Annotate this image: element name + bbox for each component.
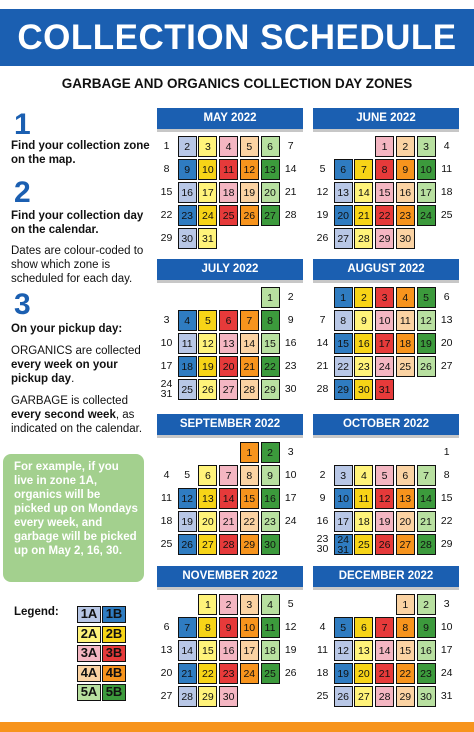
calendar-day: 3 xyxy=(240,594,259,615)
calendar-day: 9 xyxy=(261,465,280,486)
calendar-day: 6 xyxy=(443,291,450,303)
calendar-day: 15 xyxy=(198,640,217,661)
calendar-day: 10 xyxy=(334,488,353,509)
calendar-day: 16 xyxy=(261,488,280,509)
calendar-day: 28 xyxy=(354,228,373,249)
calendar-day: 11 xyxy=(396,310,415,331)
month-header: SEPTEMBER 2022 xyxy=(157,414,303,435)
calendar-day: 25 xyxy=(219,205,238,226)
month-calendar xyxy=(157,566,303,709)
calendar-day: 27 xyxy=(160,690,173,702)
calendar-day: 3 xyxy=(163,314,170,326)
month-header: DECEMBER 2022 xyxy=(313,566,459,587)
calendar-day: 9 xyxy=(178,159,197,180)
legend-swatch-4b: 4B xyxy=(102,665,126,682)
calendar-day: 18 xyxy=(354,511,373,532)
calendar-day: 7 xyxy=(287,140,294,152)
calendar-day: 21 xyxy=(284,186,297,198)
calendar-day: 4 xyxy=(443,140,450,152)
month-grid xyxy=(157,283,303,402)
calendar-day: 29 xyxy=(440,538,453,550)
calendar-day: 23 xyxy=(261,511,280,532)
calendar-day: 14 xyxy=(316,337,329,349)
legend-swatch-2b: 2B xyxy=(102,626,126,643)
calendar-day: 4 xyxy=(219,136,238,157)
month-header: JULY 2022 xyxy=(157,259,303,280)
calendar-day: 20 xyxy=(219,356,238,377)
calendar-day: 25 xyxy=(261,663,280,684)
calendar-day: 12 xyxy=(417,310,436,331)
calendar-day: 28 xyxy=(219,534,238,555)
calendar-day: 22 xyxy=(261,356,280,377)
calendar-day: 1 xyxy=(443,446,450,458)
calendar-day: 2 xyxy=(319,469,326,481)
calendar-day: 12 xyxy=(240,159,259,180)
calendar-day: 12 xyxy=(375,488,394,509)
calendar-day: 30 xyxy=(354,379,373,400)
legend-swatch-3a: 3A xyxy=(77,645,101,662)
calendar-day: 14 xyxy=(219,488,238,509)
calendar-day: 4 xyxy=(163,469,170,481)
legend-swatch-1a: 1A xyxy=(77,606,101,623)
calendar-day: 5 xyxy=(198,310,217,331)
calendar-day: 21 xyxy=(219,511,238,532)
month-grid xyxy=(313,590,459,709)
calendar-day: 14 xyxy=(284,163,297,175)
calendar-day: 25 xyxy=(316,690,329,702)
calendar-day: 5 xyxy=(287,598,294,610)
page-title: COLLECTION SCHEDULE xyxy=(0,9,474,66)
calendar-day: 15 xyxy=(334,333,353,354)
calendar-day: 3 xyxy=(443,598,450,610)
calendar-day: 16 xyxy=(417,640,436,661)
month-header: AUGUST 2022 xyxy=(313,259,459,280)
calendar-day: 8 xyxy=(240,465,259,486)
calendar-day: 9 xyxy=(354,310,373,331)
calendar-day: 13 xyxy=(198,488,217,509)
calendar-day: 7 xyxy=(354,159,373,180)
month-grid xyxy=(157,438,303,557)
calendar-day: 12 xyxy=(334,640,353,661)
calendar-day: 19 xyxy=(334,663,353,684)
calendar-day: 26 xyxy=(375,534,394,555)
calendar-day: 3 xyxy=(375,287,394,308)
calendar-day: 12 xyxy=(198,333,217,354)
calendar-day: 24 xyxy=(417,205,436,226)
calendar-day: 30 xyxy=(219,686,238,707)
calendar-day: 17 xyxy=(334,511,353,532)
calendar-day: 6 xyxy=(354,617,373,638)
calendar-day: 30 xyxy=(417,686,436,707)
calendar-day: 14 xyxy=(178,640,197,661)
month-calendar xyxy=(313,108,459,251)
top-band xyxy=(0,0,474,9)
calendar-day: 22 xyxy=(375,205,394,226)
calendar-day: 4 xyxy=(178,310,197,331)
calendar-day: 13 xyxy=(334,182,353,203)
calendar-day: 2 xyxy=(396,136,415,157)
calendar-day: 6 xyxy=(261,136,280,157)
calendar-day: 11 xyxy=(178,333,197,354)
calendar-day: 17 xyxy=(240,640,259,661)
calendar-day: 20 xyxy=(440,337,453,349)
calendar-day: 29 xyxy=(240,534,259,555)
calendar-day: 18 xyxy=(160,515,173,527)
calendar-day: 16 xyxy=(219,640,238,661)
calendar-day: 15 xyxy=(240,488,259,509)
calendar-day: 19 xyxy=(375,511,394,532)
page-subtitle: GARBAGE AND ORGANICS COLLECTION DAY ZONES xyxy=(61,76,413,91)
calendar-day: 4 xyxy=(319,621,326,633)
calendar-day: 28 xyxy=(178,686,197,707)
calendar-day: 19 xyxy=(284,644,297,656)
calendar-day: 3 xyxy=(334,465,353,486)
organics-text: ORGANICS are collected every week on your pickup day. xyxy=(11,345,141,385)
calendar-day: 28 xyxy=(417,534,436,555)
calendar-day: 20 xyxy=(261,182,280,203)
calendar-day: 27 xyxy=(396,534,415,555)
calendar-day: 29 xyxy=(396,686,415,707)
calendar-day: 14 xyxy=(417,488,436,509)
calendar-day: 13 xyxy=(261,159,280,180)
calendar-day: 23 xyxy=(417,663,436,684)
month-grid xyxy=(157,132,303,251)
calendar-day: 9 xyxy=(417,617,436,638)
calendar-day: 30 xyxy=(178,228,197,249)
calendar-day: 29 xyxy=(160,232,173,244)
month-calendar xyxy=(313,259,459,402)
calendar-day: 4 xyxy=(354,465,373,486)
calendar-day: 1 xyxy=(375,136,394,157)
calendar-day: 11 xyxy=(261,617,280,638)
month-header: JUNE 2022 xyxy=(313,108,459,129)
legend-swatch-1b: 1B xyxy=(102,606,126,623)
calendar-day: 17 xyxy=(198,182,217,203)
step-1-number: 1 xyxy=(14,108,31,141)
calendar-day: 10 xyxy=(198,159,217,180)
calendar-day: 24 xyxy=(440,667,453,679)
calendar-day: 28 xyxy=(316,383,329,395)
calendar-day: 5 xyxy=(240,136,259,157)
calendar-day: 26 xyxy=(334,686,353,707)
calendar-day: 30 xyxy=(261,534,280,555)
calendar-day: 18 xyxy=(261,640,280,661)
calendar-day: 3 xyxy=(287,446,294,458)
calendar-day: 29 xyxy=(375,228,394,249)
calendar-day: 24 31 xyxy=(160,378,173,400)
calendar-day: 28 xyxy=(240,379,259,400)
calendar-day: 2 xyxy=(178,136,197,157)
calendar-day: 25 xyxy=(396,356,415,377)
calendar-day: 24 xyxy=(198,205,217,226)
calendar-day: 8 xyxy=(334,310,353,331)
calendar-day: 1 xyxy=(261,287,280,308)
calendar-day: 24 31 xyxy=(334,534,353,555)
month-header: OCTOBER 2022 xyxy=(313,414,459,435)
month-header: MAY 2022 xyxy=(157,108,303,129)
calendar-day: 26 xyxy=(178,534,197,555)
calendar-day: 21 xyxy=(240,356,259,377)
calendar-day: 4 xyxy=(261,594,280,615)
calendar-day: 12 xyxy=(284,621,297,633)
legend-row xyxy=(77,606,126,623)
calendar-day: 11 xyxy=(161,492,172,504)
calendar-day: 9 xyxy=(219,617,238,638)
calendar-day: 11 xyxy=(354,488,373,509)
calendar-day: 5 xyxy=(334,617,353,638)
calendar-day: 5 xyxy=(417,287,436,308)
calendar-day: 14 xyxy=(375,640,394,661)
month-grid xyxy=(313,283,459,402)
legend-row xyxy=(77,665,126,682)
calendar-day: 24 xyxy=(240,663,259,684)
calendar-day: 22 xyxy=(440,515,453,527)
calendar-day: 6 xyxy=(334,159,353,180)
calendar-day: 30 xyxy=(396,228,415,249)
calendar-day: 15 xyxy=(160,186,173,198)
calendar-day: 23 xyxy=(219,663,238,684)
calendar-day: 8 xyxy=(443,469,450,481)
calendar-day: 14 xyxy=(240,333,259,354)
legend-swatch-2a: 2A xyxy=(77,626,101,643)
calendar-day: 6 xyxy=(219,310,238,331)
month-calendar xyxy=(313,566,459,709)
calendar-day: 16 xyxy=(178,182,197,203)
calendar-day: 7 xyxy=(178,617,197,638)
month-grid xyxy=(313,438,459,557)
calendar-day: 6 xyxy=(198,465,217,486)
calendar-day: 2 xyxy=(261,442,280,463)
garbage-text: GARBAGE is collected every second week, as indicated on the calendar. xyxy=(11,395,143,435)
calendar-day: 7 xyxy=(319,314,326,326)
legend-swatch-4a: 4A xyxy=(77,665,101,682)
legend-swatch-3b: 3B xyxy=(102,645,126,662)
calendar-day: 10 xyxy=(284,469,297,481)
calendar-day: 1 xyxy=(198,594,217,615)
calendar-day: 23 xyxy=(178,205,197,226)
calendar-day: 18 xyxy=(219,182,238,203)
calendar-day: 13 xyxy=(440,314,453,326)
calendar-day: 20 xyxy=(354,663,373,684)
calendar-day: 17 xyxy=(284,492,297,504)
calendar-day: 20 xyxy=(198,511,217,532)
calendar-day: 10 xyxy=(417,159,436,180)
month-calendar xyxy=(157,108,303,251)
calendar-day: 5 xyxy=(375,465,394,486)
calendar-day: 19 xyxy=(417,333,436,354)
calendar-day: 1 xyxy=(334,287,353,308)
step-2-number: 2 xyxy=(14,176,31,209)
calendar-day: 18 xyxy=(178,356,197,377)
calendar-day: 19 xyxy=(178,511,197,532)
calendar-day: 1 xyxy=(396,594,415,615)
calendar-day: 17 xyxy=(375,333,394,354)
calendar-day: 10 xyxy=(440,621,453,633)
calendar-day: 20 xyxy=(396,511,415,532)
calendar-day: 26 xyxy=(284,667,297,679)
calendar-day: 28 xyxy=(375,686,394,707)
calendar-day: 15 xyxy=(261,333,280,354)
calendar-day: 7 xyxy=(219,465,238,486)
calendar-day: 2 xyxy=(354,287,373,308)
calendar-day: 22 xyxy=(160,209,173,221)
calendar-day: 5 xyxy=(319,163,326,175)
calendar-day: 25 xyxy=(440,209,453,221)
step-2-text: Dates are colour-coded to show which zone is scheduled for each day. xyxy=(11,245,144,285)
calendar-day: 25 xyxy=(178,379,197,400)
calendar-day: 30 xyxy=(284,383,297,395)
calendar-day: 27 xyxy=(440,360,453,372)
legend-swatch-5a: 5A xyxy=(77,684,101,701)
calendar-day: 21 xyxy=(178,663,197,684)
calendar-day: 9 xyxy=(287,314,294,326)
calendar-day: 19 xyxy=(198,356,217,377)
calendar-day: 22 xyxy=(334,356,353,377)
calendar-day: 26 xyxy=(417,356,436,377)
calendar-day: 16 xyxy=(316,515,329,527)
calendar-day: 13 xyxy=(354,640,373,661)
calendar-day: 27 xyxy=(354,686,373,707)
calendar-day: 27 xyxy=(261,205,280,226)
calendar-day: 21 xyxy=(354,205,373,226)
month-calendar xyxy=(157,414,303,557)
calendar-day: 31 xyxy=(198,228,217,249)
calendar-day: 19 xyxy=(316,209,329,221)
calendar-day: 8 xyxy=(198,617,217,638)
calendar-day: 18 xyxy=(440,186,453,198)
calendar-day: 31 xyxy=(375,379,394,400)
bottom-bar xyxy=(0,722,474,732)
step-1-title: Find your collection zone on the map. xyxy=(11,140,150,166)
step-2-title: Find your collection day on the calendar. xyxy=(11,210,144,236)
calendar-day: 22 xyxy=(396,663,415,684)
calendar-day: 27 xyxy=(334,228,353,249)
calendar-day: 16 xyxy=(354,333,373,354)
calendar-day: 10 xyxy=(375,310,394,331)
calendar-day: 12 xyxy=(178,488,197,509)
calendar-day: 13 xyxy=(219,333,238,354)
calendar-day: 19 xyxy=(240,182,259,203)
calendar-day: 8 xyxy=(163,163,170,175)
legend-row xyxy=(77,626,126,643)
legend-row xyxy=(77,645,126,662)
calendar-day: 11 xyxy=(317,644,328,656)
calendar-day: 4 xyxy=(396,287,415,308)
calendar-day: 28 xyxy=(284,209,297,221)
calendar-day: 26 xyxy=(240,205,259,226)
calendar-day: 9 xyxy=(319,492,326,504)
calendar-day: 1 xyxy=(163,140,170,152)
calendar-day: 16 xyxy=(284,337,297,349)
calendar-day: 23 xyxy=(354,356,373,377)
legend-label: Legend: xyxy=(14,606,59,618)
calendar-day: 8 xyxy=(396,617,415,638)
calendar-day: 22 xyxy=(198,663,217,684)
calendar-day: 13 xyxy=(160,644,173,656)
calendar-day: 11 xyxy=(219,159,238,180)
step-3-title: On your pickup day: xyxy=(11,323,123,335)
calendar-day: 27 xyxy=(198,534,217,555)
calendar-day: 2 xyxy=(417,594,436,615)
calendar-day: 25 xyxy=(354,534,373,555)
month-header: NOVEMBER 2022 xyxy=(157,566,303,587)
month-calendar xyxy=(157,259,303,402)
calendar-day: 22 xyxy=(240,511,259,532)
calendar-day: 26 xyxy=(316,232,329,244)
calendar-day: 20 xyxy=(160,667,173,679)
calendar-day: 23 30 xyxy=(316,533,329,555)
calendar-day: 18 xyxy=(316,667,329,679)
calendar-day: 23 xyxy=(396,205,415,226)
calendar-day: 15 xyxy=(440,492,453,504)
calendar-day: 3 xyxy=(417,136,436,157)
calendar-day: 17 xyxy=(417,182,436,203)
calendar-day: 26 xyxy=(198,379,217,400)
calendar-day: 17 xyxy=(440,644,453,656)
calendar-day: 7 xyxy=(375,617,394,638)
calendar-day: 1 xyxy=(240,442,259,463)
example-box: For example, if you live in zone 1A, organics will be picked up on Mondays every week, and garbage will be picked up on May 2, 16, 30. xyxy=(3,454,144,582)
month-grid xyxy=(313,132,459,251)
calendar-day: 5 xyxy=(184,469,191,481)
calendar-day: 7 xyxy=(417,465,436,486)
calendar-day: 23 xyxy=(284,360,297,372)
calendar-day: 29 xyxy=(198,686,217,707)
calendar-day: 21 xyxy=(375,663,394,684)
calendar-day: 12 xyxy=(316,186,329,198)
legend-swatch-5b: 5B xyxy=(102,684,126,701)
calendar-day: 20 xyxy=(334,205,353,226)
calendar-day: 25 xyxy=(160,538,173,550)
calendar-day: 18 xyxy=(396,333,415,354)
calendar-day: 24 xyxy=(375,356,394,377)
step-3-number: 3 xyxy=(14,288,31,321)
calendar-day: 10 xyxy=(240,617,259,638)
month-calendar xyxy=(313,414,459,557)
calendar-day: 14 xyxy=(354,182,373,203)
calendar-day: 17 xyxy=(160,360,173,372)
calendar-day: 29 xyxy=(261,379,280,400)
calendar-day: 15 xyxy=(396,640,415,661)
month-grid xyxy=(157,590,303,709)
calendar-day: 24 xyxy=(284,515,297,527)
calendar-day: 6 xyxy=(396,465,415,486)
calendar-day: 2 xyxy=(287,291,294,303)
calendar-day: 6 xyxy=(163,621,170,633)
calendar-day: 29 xyxy=(334,379,353,400)
calendar-day: 31 xyxy=(440,690,453,702)
legend-row xyxy=(77,684,126,701)
calendar-day: 13 xyxy=(396,488,415,509)
calendar-day: 15 xyxy=(375,182,394,203)
calendar-day: 27 xyxy=(219,379,238,400)
calendar-day: 21 xyxy=(316,360,329,372)
calendar-day: 11 xyxy=(441,163,453,175)
calendar-day: 3 xyxy=(198,136,217,157)
calendar-day: 2 xyxy=(219,594,238,615)
calendar-day: 8 xyxy=(375,159,394,180)
calendar-day: 21 xyxy=(417,511,436,532)
calendar-day: 10 xyxy=(160,337,173,349)
calendar-day: 9 xyxy=(396,159,415,180)
calendar-day: 7 xyxy=(240,310,259,331)
calendar-day: 8 xyxy=(261,310,280,331)
calendar-day: 16 xyxy=(396,182,415,203)
